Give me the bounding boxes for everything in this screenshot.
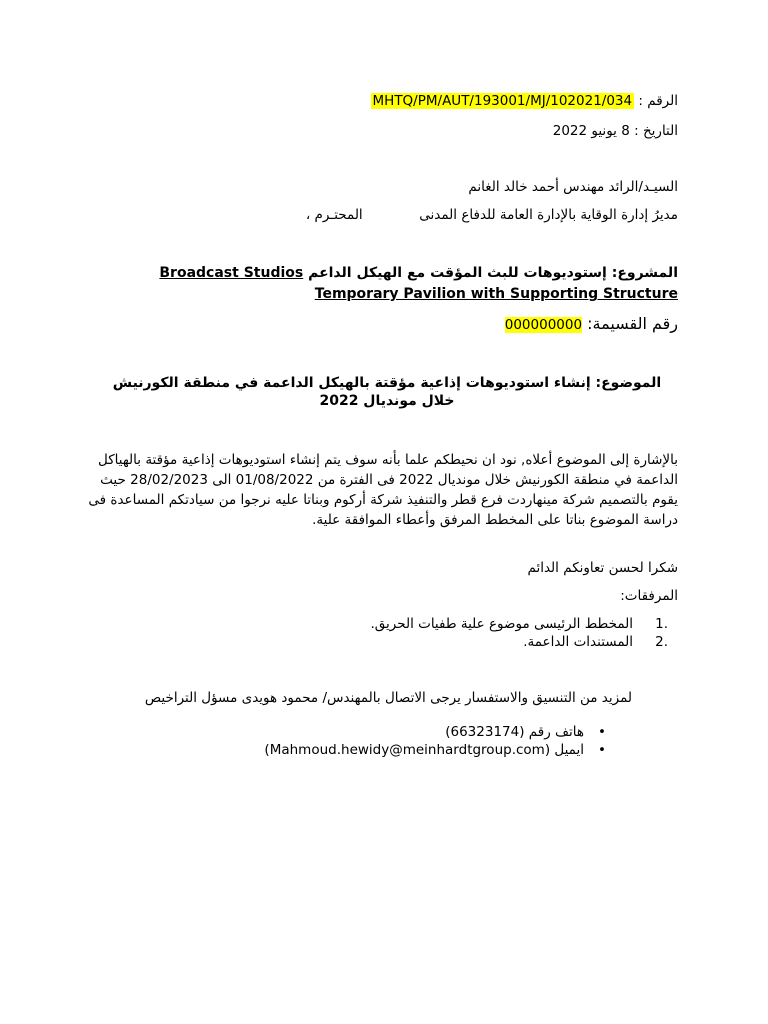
recipient-position-line [306,206,678,224]
thanks-line: شكرا لحسن تعاونكم الدائم [527,560,678,576]
list-item [370,615,678,633]
list-item [264,723,608,741]
contact-phone: هاتف رقم (66323174) [445,724,584,740]
project-english-name: Broadcast Studios Temporary Pavilion with Supporting Structure [159,265,678,302]
reference-code: MHTQ/PM/AUT/193001/MJ/102021/034 [372,93,633,109]
contacts-list [264,723,608,759]
list-item [264,741,608,759]
list-number: 1. [655,616,668,632]
project-title [96,263,678,305]
project-label: المشروع: إستوديوهات للبث المؤقت مع الهيكل الداعم [308,265,678,281]
plot-number: 000000000 [504,317,583,333]
plot-number-line [505,314,678,333]
list-number: 2. [655,634,668,650]
recipient-honorific: المحتـرم ، [305,207,363,223]
reference-label: الرقم : [638,93,678,109]
contact-email: ايميل (Mahmoud.hewidy@meinhardtgroup.com) [264,742,584,758]
date-line [553,122,678,140]
subject-heading: الموضوع: إنشاء استوديوهات إذاعية مؤقتة بالهيكل الداعمة في منطقة الكورنيش خلال مونديال 2022 [112,375,662,409]
bullet-icon: • [598,724,606,740]
list-text: المخطط الرئيسى موضوع علية طفيات الحريق. [370,616,633,632]
recipient-position: مديرُ إدارة الوقاية بالإدارة العامة للدفاع المدنى [419,207,678,223]
bullet-icon: • [598,742,606,758]
list-text: المستندات الداعمة. [523,634,633,650]
attachments-list [370,615,678,651]
recipient-name: السيـد/الرائد مهندس أحمد خالد الغانم [468,179,678,195]
body-paragraph: بالإشارة إلى الموضوع أعلاه, نود ان نحيطكم علما بأنه سوف يتم إنشاء استوديوهات إذاعية مؤقتة بالهياكل الداعمة في منطقة الكورنيش خلال مونديال 2022 فى الفترة من 01/08/2022 الى 28/02/2023 حيث يقوم بالتصميم شركة مينهاردت فرع قطر والتنفيذ شركة أركوم وبناتا عليه نرجوا من سيادتكم المساعدة فى دراسة الموضوع بناتا على المخطط المرفق وأعطاء الموافقة علية. [88,452,678,528]
plot-label: رقم القسيمة: [587,314,678,333]
contact-intro: لمزيد من التنسيق والاستفسار يرجى الاتصال بالمهندس/ محمود هويدى مسؤل التراخيص [144,690,632,706]
date-label: التاريخ : [634,123,678,139]
date-value: 8 يونيو 2022 [552,123,630,139]
list-item [370,633,678,651]
reference-line [371,93,678,109]
attachments-label: المرفقات: [620,588,678,604]
